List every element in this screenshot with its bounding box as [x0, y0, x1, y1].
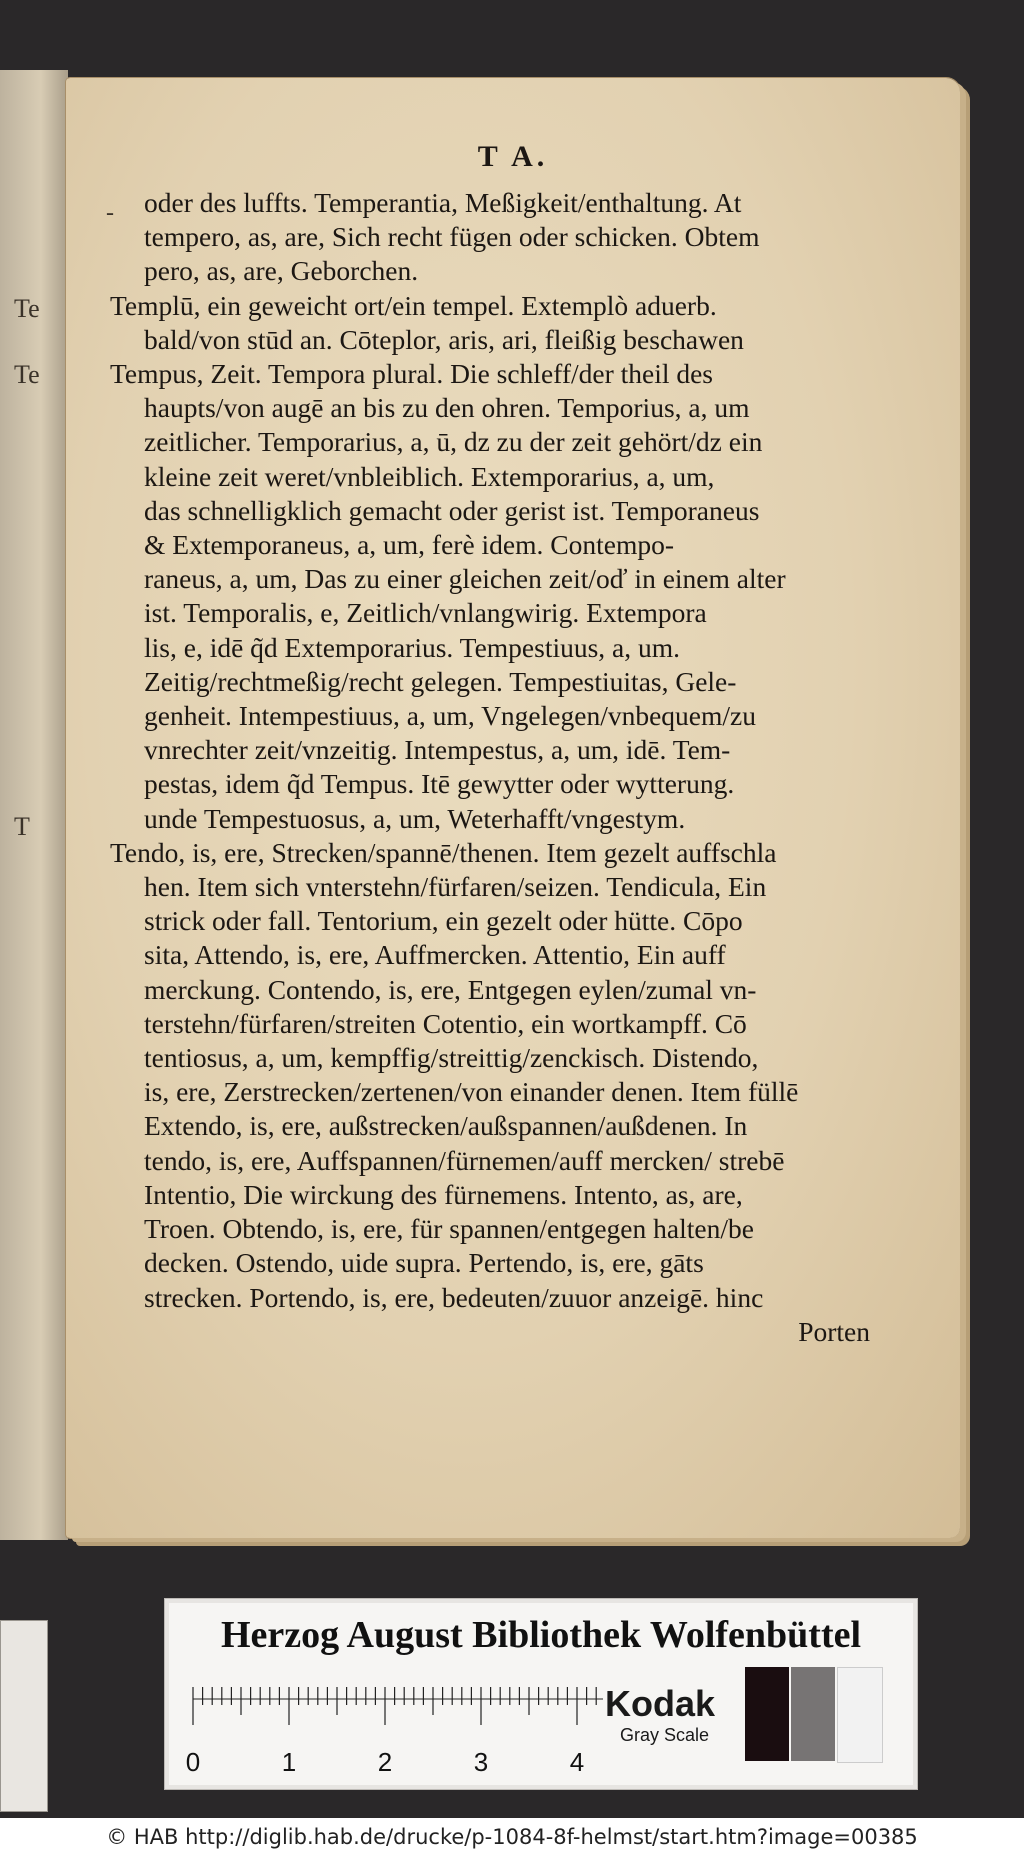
text-line: pestas, idem q̃d Tempus. Itē gewytter oder wytterung.: [144, 768, 735, 800]
text-line: oder des luffts. Temperantia, Meßigkeit/enthaltung. At: [144, 187, 742, 218]
text-line: terstehn/fürfaren/streiten Cotentio, ein wortkampff. Cō: [144, 1007, 747, 1039]
left-page-fragment: Te: [14, 360, 40, 389]
text-line: Templū, ein geweicht ort/ein tempel. Extemplò aduerb.: [110, 289, 717, 321]
left-edge-strip: [0, 1620, 48, 1812]
page-body-text: [110, 186, 870, 1349]
text-line: zeitlicher. Temporarius, a, ū, dz zu der zeit gehört/dz ein: [144, 426, 763, 458]
text-line: pero, as, are, Geborchen.: [144, 255, 419, 287]
text-line: decken. Ostendo, uide supra. Pertendo, is, ere, gāts: [144, 1247, 704, 1279]
text-line: tendo, is, ere, Auffspannen/fürnemen/auff mercken/ strebē: [144, 1144, 785, 1176]
text-line: das schnelligklich gemacht oder gerist ist. Temporaneus: [144, 494, 760, 526]
text-line: kleine zeit weret/vnbleiblich. Extemporarius, a, um,: [144, 460, 715, 492]
ruler-number: 4: [569, 1747, 585, 1777]
book-page: [66, 78, 960, 1538]
text-line: sita, Attendo, is, ere, Auffmercken. Attentio, Ein auff: [144, 939, 726, 971]
kodak-logo: Kodak: [605, 1683, 716, 1724]
color-target-card: [164, 1598, 918, 1790]
text-line: raneus, a, um, Das zu einer gleichen zeit/oď in einem alter: [144, 563, 786, 595]
text-line: lis, e, idē q̃d Extemporarius. Tempestiuus, a, um.: [144, 631, 681, 663]
ruler-number: 0: [185, 1747, 201, 1777]
text-line: Tempus, Zeit. Tempora plural. Die schleff/der theil des: [110, 358, 714, 390]
library-title: Herzog August Bibliothek Wolfenbüttel: [220, 1614, 862, 1656]
copyright-footer: © HAB http://diglib.hab.de/drucke/p-1084-8f-helmst/start.htm?image=00385: [0, 1818, 1024, 1857]
text-line: is, ere, Zerstrecken/zertenen/von einander denen. Item füllē: [144, 1076, 799, 1108]
text-line: genheit. Intempestiuus, a, um, Vngelegen/vnbequem/zu: [144, 700, 756, 732]
text-line: unde Tempestuosus, a, um, Weterhafft/vngestym.: [144, 802, 686, 834]
left-page-fragment: T: [14, 812, 30, 841]
gray-scale-label: Gray Scale: [620, 1725, 710, 1745]
text-line: Zeitig/rechtmeßig/recht gelegen. Tempestiuitas, Gele-: [144, 665, 737, 697]
text-line: strecken. Portendo, is, ere, bedeuten/zuuor anzeigē. hinc: [144, 1281, 764, 1313]
text-line: merckung. Contendo, is, ere, Entgegen eylen/zumal vn-: [144, 973, 757, 1005]
margin-mark: -: [106, 200, 114, 226]
text-line: Tendo, is, ere, Strecken/spannē/thenen. Item gezelt auffschla: [110, 836, 777, 868]
text-line: ist. Temporalis, e, Zeitlich/vnlangwirig. Extempora: [144, 597, 707, 629]
left-page-edge: [0, 70, 68, 1540]
left-page-fragment: Te: [14, 294, 40, 323]
text-line: strick oder fall. Tentorium, ein gezelt oder hütte. Cōpo: [144, 905, 743, 937]
page-header: T A.: [477, 140, 549, 173]
white-swatch: [837, 1667, 883, 1763]
black-swatch: [745, 1667, 789, 1761]
text-line: vnrechter zeit/vnzeitig. Intempestus, a, um, idē. Tem-: [144, 734, 731, 766]
text-line: haupts/von augē an bis zu den ohren. Temporius, a, um: [144, 392, 750, 424]
text-line: Porten: [798, 1315, 870, 1347]
ruler-number: 1: [281, 1747, 297, 1777]
text-line: hen. Item sich vnterstehn/fürfaren/seizen. Tendicula, Ein: [144, 871, 767, 903]
text-line: tempero, as, are, Sich recht fügen oder schicken. Obtem: [144, 221, 760, 253]
text-line: Troen. Obtendo, is, ere, für spannen/entgegen halten/be: [144, 1213, 754, 1245]
text-line: Intentio, Die wirckung des fürnemens. Intento, as, are,: [144, 1178, 743, 1210]
text-line: Extendo, is, ere, außstrecken/außspannen/außdenen. In: [144, 1110, 748, 1142]
ruler-number: 3: [473, 1747, 489, 1777]
ruler-number: 2: [377, 1747, 393, 1777]
gray-swatch: [791, 1667, 835, 1761]
text-line: bald/von stūd an. Cōteplor, aris, ari, fleißig beschawen: [144, 323, 744, 355]
text-line: tentiosus, a, um, kempffig/streittig/zenckisch. Distendo,: [144, 1042, 759, 1074]
text-line: & Extemporaneus, a, um, ferè idem. Contempo-: [144, 529, 674, 561]
